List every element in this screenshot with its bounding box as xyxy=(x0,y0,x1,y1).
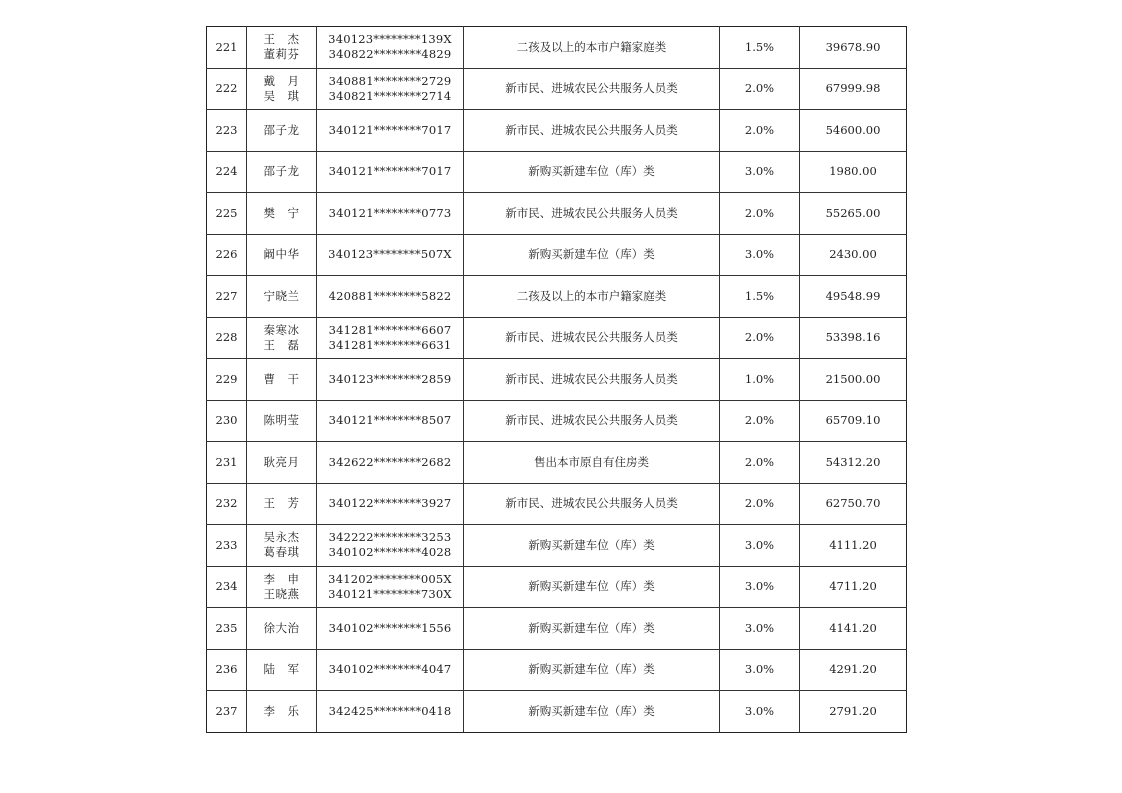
id-numbers-cell xyxy=(317,193,464,235)
applicant-names-cell xyxy=(247,608,317,650)
subsidy-amount-cell: 49548.99 xyxy=(800,276,907,318)
id-number: 340123********139X xyxy=(328,32,452,47)
table-row xyxy=(207,483,907,525)
category-cell: 新购买新建车位（库）类 xyxy=(464,566,720,608)
applicant-names-cell xyxy=(247,359,317,401)
subsidy-amount-cell: 2791.20 xyxy=(800,691,907,733)
subsidy-amount-cell: 53398.16 xyxy=(800,317,907,359)
id-number: 340102********1556 xyxy=(328,620,452,635)
subsidy-rate-cell: 3.0% xyxy=(720,649,800,691)
category-cell: 新市民、进城农民公共服务人员类 xyxy=(464,400,720,442)
applicant-names-cell xyxy=(247,151,317,193)
applicant-name: 吴 琪 xyxy=(263,88,300,103)
applicant-name: 宁晓兰 xyxy=(263,288,300,303)
table-row xyxy=(207,442,907,484)
category-cell: 新购买新建车位（库）类 xyxy=(464,649,720,691)
id-numbers-cell xyxy=(317,400,464,442)
id-numbers-cell xyxy=(317,110,464,152)
table-row xyxy=(207,566,907,608)
row-number-cell: 235 xyxy=(207,608,247,650)
subsidy-rate-cell: 1.5% xyxy=(720,276,800,318)
applicant-names-cell xyxy=(247,483,317,525)
category-cell: 新购买新建车位（库）类 xyxy=(464,234,720,276)
id-number: 341281********6607 xyxy=(328,322,452,337)
row-number-cell: 236 xyxy=(207,649,247,691)
applicant-name: 邵子龙 xyxy=(263,164,300,179)
applicant-names-cell xyxy=(247,525,317,567)
table-row xyxy=(207,317,907,359)
applicant-name: 王 芳 xyxy=(263,496,300,511)
id-number: 340123********507X xyxy=(328,247,452,262)
id-numbers-cell xyxy=(317,649,464,691)
id-numbers-cell xyxy=(317,566,464,608)
applicant-names-cell xyxy=(247,649,317,691)
id-numbers-cell xyxy=(317,608,464,650)
applicant-name: 陆 军 xyxy=(263,662,300,677)
category-cell: 新购买新建车位（库）类 xyxy=(464,151,720,193)
id-number: 341281********6631 xyxy=(328,337,452,352)
id-numbers-cell xyxy=(317,276,464,318)
subsidy-rate-cell: 3.0% xyxy=(720,691,800,733)
id-number: 340123********2859 xyxy=(328,371,452,386)
table-row xyxy=(207,608,907,650)
id-numbers-cell xyxy=(317,525,464,567)
subsidy-rate-cell: 2.0% xyxy=(720,68,800,110)
applicant-names-cell xyxy=(247,68,317,110)
applicant-name: 耿亮月 xyxy=(263,454,300,469)
row-number-cell: 234 xyxy=(207,566,247,608)
applicant-name: 戴 月 xyxy=(263,73,300,88)
subsidy-rate-cell: 2.0% xyxy=(720,193,800,235)
id-number: 340121********7017 xyxy=(328,122,452,137)
row-number-cell: 221 xyxy=(207,27,247,69)
table-row xyxy=(207,359,907,401)
table-row xyxy=(207,276,907,318)
id-numbers-cell xyxy=(317,151,464,193)
subsidy-rate-cell: 2.0% xyxy=(720,400,800,442)
row-number-cell: 225 xyxy=(207,193,247,235)
row-number-cell: 227 xyxy=(207,276,247,318)
subsidy-amount-cell: 67999.98 xyxy=(800,68,907,110)
subsidy-amount-cell: 54312.20 xyxy=(800,442,907,484)
row-number-cell: 229 xyxy=(207,359,247,401)
subsidy-amount-cell: 1980.00 xyxy=(800,151,907,193)
applicant-names-cell xyxy=(247,400,317,442)
subsidy-rate-cell: 3.0% xyxy=(720,151,800,193)
subsidy-amount-cell: 65709.10 xyxy=(800,400,907,442)
table-row xyxy=(207,400,907,442)
category-cell: 新市民、进城农民公共服务人员类 xyxy=(464,110,720,152)
subsidy-amount-cell: 2430.00 xyxy=(800,234,907,276)
subsidy-rate-cell: 3.0% xyxy=(720,525,800,567)
id-numbers-cell xyxy=(317,359,464,401)
row-number-cell: 226 xyxy=(207,234,247,276)
category-cell: 售出本市原自有住房类 xyxy=(464,442,720,484)
id-numbers-cell xyxy=(317,27,464,69)
category-cell: 新市民、进城农民公共服务人员类 xyxy=(464,317,720,359)
row-number-cell: 228 xyxy=(207,317,247,359)
subsidy-rate-cell: 2.0% xyxy=(720,110,800,152)
applicant-name: 王 杰 xyxy=(263,32,300,47)
category-cell: 新购买新建车位（库）类 xyxy=(464,608,720,650)
id-number: 340881********2729 xyxy=(328,73,452,88)
row-number-cell: 231 xyxy=(207,442,247,484)
category-cell: 新购买新建车位（库）类 xyxy=(464,525,720,567)
subsidy-amount-cell: 4291.20 xyxy=(800,649,907,691)
applicant-name: 李 申 xyxy=(263,571,300,586)
category-cell: 新市民、进城农民公共服务人员类 xyxy=(464,68,720,110)
subsidy-rate-cell: 2.0% xyxy=(720,442,800,484)
id-number: 340822********4829 xyxy=(328,47,452,62)
applicant-name: 邵子龙 xyxy=(263,122,300,137)
row-number-cell: 223 xyxy=(207,110,247,152)
subsidy-rate-cell: 2.0% xyxy=(720,317,800,359)
applicant-names-cell xyxy=(247,691,317,733)
row-number-cell: 224 xyxy=(207,151,247,193)
subsidy-table-body xyxy=(207,27,907,733)
id-number: 340102********4028 xyxy=(328,545,452,560)
category-cell: 二孩及以上的本市户籍家庭类 xyxy=(464,27,720,69)
table-row xyxy=(207,110,907,152)
subsidy-amount-cell: 39678.90 xyxy=(800,27,907,69)
applicant-names-cell xyxy=(247,110,317,152)
applicant-names-cell xyxy=(247,234,317,276)
id-number: 340121********8507 xyxy=(328,413,452,428)
applicant-name: 吴永杰 xyxy=(263,530,300,545)
subsidy-rate-cell: 2.0% xyxy=(720,483,800,525)
subsidy-amount-cell: 4111.20 xyxy=(800,525,907,567)
applicant-name: 董莉芬 xyxy=(263,47,300,62)
table-row xyxy=(207,68,907,110)
table-row xyxy=(207,27,907,69)
applicant-name: 徐大治 xyxy=(263,620,300,635)
id-numbers-cell xyxy=(317,442,464,484)
id-number: 340121********7017 xyxy=(328,164,452,179)
id-number: 342425********0418 xyxy=(328,703,452,718)
table-row xyxy=(207,151,907,193)
subsidy-amount-cell: 4711.20 xyxy=(800,566,907,608)
id-numbers-cell xyxy=(317,68,464,110)
id-number: 342222********3253 xyxy=(328,530,452,545)
id-numbers-cell xyxy=(317,234,464,276)
row-number-cell: 237 xyxy=(207,691,247,733)
id-number: 342622********2682 xyxy=(328,454,452,469)
applicant-names-cell xyxy=(247,27,317,69)
id-number: 340102********4047 xyxy=(328,662,452,677)
table-row xyxy=(207,649,907,691)
category-cell: 新市民、进城农民公共服务人员类 xyxy=(464,483,720,525)
id-number: 420881********5822 xyxy=(328,288,452,303)
id-number: 340121********730X xyxy=(328,586,452,601)
applicant-names-cell xyxy=(247,276,317,318)
row-number-cell: 230 xyxy=(207,400,247,442)
id-numbers-cell xyxy=(317,483,464,525)
applicant-name: 王 磊 xyxy=(263,337,300,352)
category-cell: 新市民、进城农民公共服务人员类 xyxy=(464,193,720,235)
applicant-names-cell xyxy=(247,193,317,235)
table-row xyxy=(207,525,907,567)
applicant-name: 曹 干 xyxy=(263,371,300,386)
id-numbers-cell xyxy=(317,317,464,359)
subsidy-table xyxy=(206,26,907,733)
category-cell: 新购买新建车位（库）类 xyxy=(464,691,720,733)
category-cell: 二孩及以上的本市户籍家庭类 xyxy=(464,276,720,318)
subsidy-rate-cell: 1.5% xyxy=(720,27,800,69)
applicant-name: 秦寒冰 xyxy=(263,322,300,337)
table-row xyxy=(207,234,907,276)
subsidy-amount-cell: 54600.00 xyxy=(800,110,907,152)
table-row xyxy=(207,691,907,733)
applicant-name: 李 乐 xyxy=(263,703,300,718)
subsidy-amount-cell: 4141.20 xyxy=(800,608,907,650)
applicant-name: 葛春琪 xyxy=(263,545,300,560)
applicant-name: 王晓燕 xyxy=(263,586,300,601)
row-number-cell: 232 xyxy=(207,483,247,525)
id-number: 341202********005X xyxy=(328,571,452,586)
id-number: 340121********0773 xyxy=(328,205,452,220)
row-number-cell: 233 xyxy=(207,525,247,567)
table-row xyxy=(207,193,907,235)
subsidy-rate-cell: 1.0% xyxy=(720,359,800,401)
applicant-names-cell xyxy=(247,442,317,484)
row-number-cell: 222 xyxy=(207,68,247,110)
subsidy-amount-cell: 21500.00 xyxy=(800,359,907,401)
subsidy-rate-cell: 3.0% xyxy=(720,566,800,608)
subsidy-rate-cell: 3.0% xyxy=(720,608,800,650)
category-cell: 新市民、进城农民公共服务人员类 xyxy=(464,359,720,401)
applicant-names-cell xyxy=(247,317,317,359)
id-number: 340122********3927 xyxy=(328,496,452,511)
subsidy-rate-cell: 3.0% xyxy=(720,234,800,276)
subsidy-amount-cell: 55265.00 xyxy=(800,193,907,235)
subsidy-amount-cell: 62750.70 xyxy=(800,483,907,525)
applicant-name: 樊 宁 xyxy=(263,205,300,220)
id-number: 340821********2714 xyxy=(328,88,452,103)
applicant-names-cell xyxy=(247,566,317,608)
id-numbers-cell xyxy=(317,691,464,733)
applicant-name: 阚中华 xyxy=(263,247,300,262)
applicant-name: 陈明莹 xyxy=(263,413,300,428)
